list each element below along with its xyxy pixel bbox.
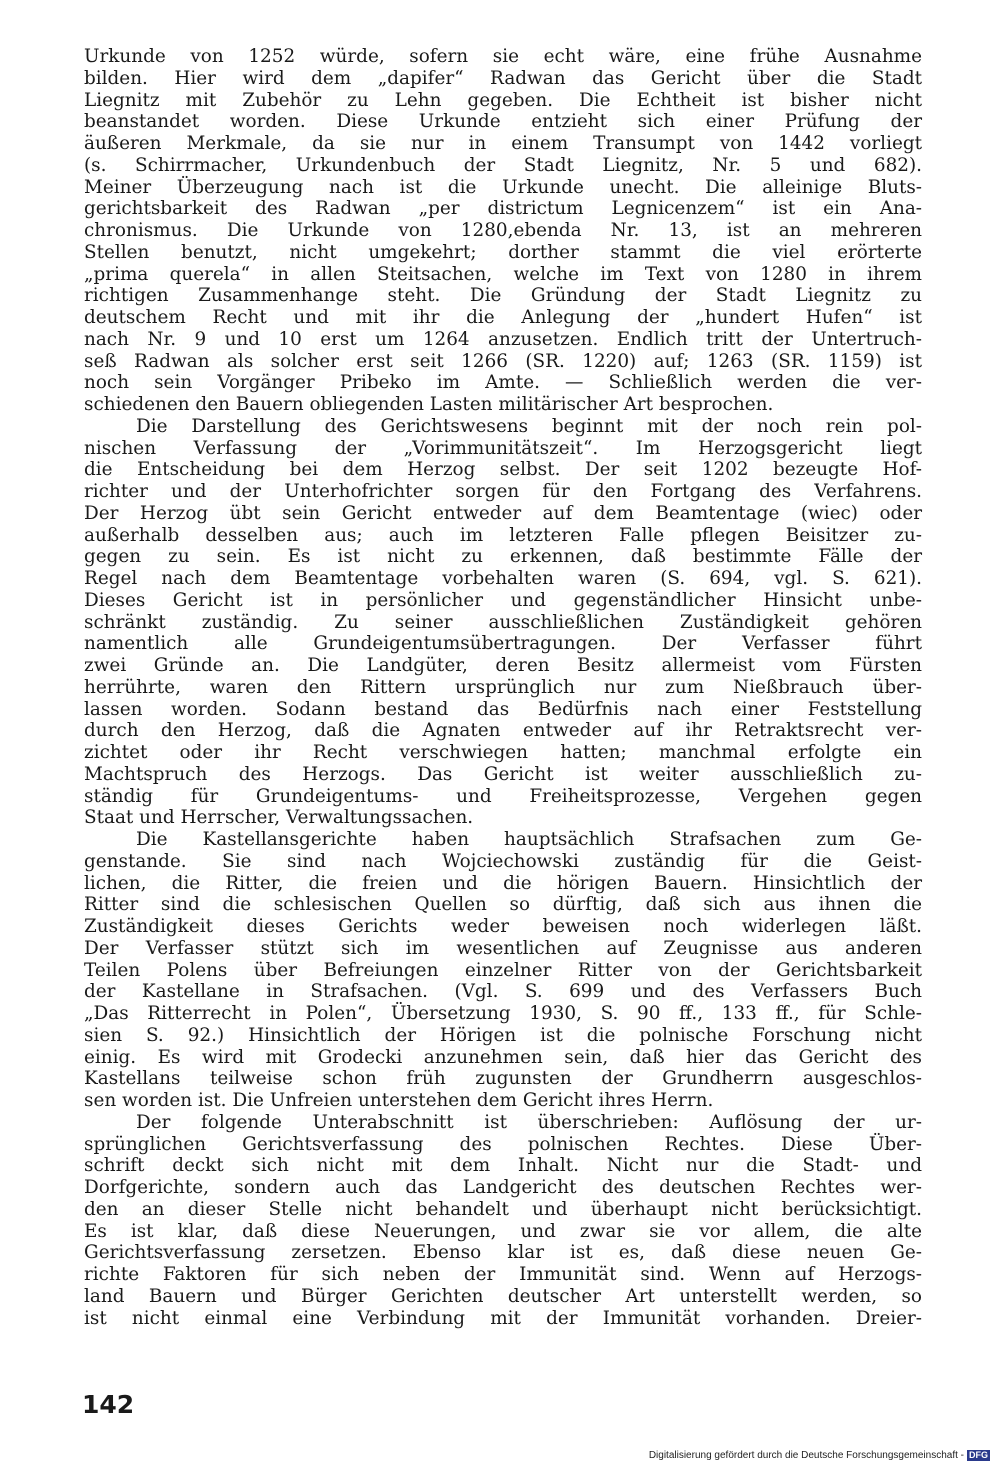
text-line: Gerichtsverfassung zersetzen. Ebenso klar ist es, daß diese neuen Ge- (84, 1242, 922, 1264)
text-line: Stellen benutzt, nicht umgekehrt; dorther stammt die viel erörterte (84, 241, 922, 263)
text-line: Regel nach dem Beamtentage vorbehalten waren (S. 694, vgl. S. 621). (84, 568, 922, 589)
text-line: Der Herzog übt sein Gericht entweder auf dem Beamtentage (wiec) oder (84, 502, 922, 524)
text-line: noch sein Vorgänger Pribeko im Amte. — Schließlich werden die ver- (84, 372, 922, 394)
text-line: „prima querela“ in allen Steitsachen, welche im Text von 1280 in ihrem (84, 263, 922, 285)
text-line: lassen worden. Sodann bestand das Bedürfnis nach einer Feststellung (84, 698, 922, 720)
text-line: beanstandet worden. Diese Urkunde entzieht sich einer Prüfung der (84, 111, 922, 133)
text-line: schränkt zuständig. Zu seiner ausschließlichen Zuständigkeit gehören (84, 611, 922, 633)
text-line: Die Darstellung des Gerichtswesens beginnt mit der noch rein pol- (136, 415, 922, 437)
text-line: „Das Ritterrecht in Polen“, Übersetzung 1930, S. 90 ff., 133 ff., für Schle- (84, 1003, 922, 1024)
text-line: Es ist klar, daß diese Neuerungen, und zwar sie vor allem, die alte (84, 1220, 922, 1242)
text-line: land Bauern und Bürger Gerichten deutscher Art unterstellt werden, so (84, 1285, 922, 1307)
text-line: Dieses Gericht ist in persönlicher und gegenständlicher Hinsicht unbe- (84, 589, 922, 611)
text-line: die Entscheidung bei dem Herzog selbst. Der seit 1202 bezeugte Hof- (84, 459, 922, 481)
text-line: genstande. Sie sind nach Wojciechowski zuständig für die Geist- (84, 850, 922, 872)
text-line: richter und der Unterhofrichter sorgen für den Fortgang des Verfahrens. (84, 481, 922, 502)
text-line: seß Radwan als solcher erst seit 1266 (SR. 1220) auf; 1263 (SR. 1159) ist (84, 350, 922, 372)
page-number: 142 (82, 1390, 135, 1419)
text-line: ständig für Grundeigentums- und Freiheitsprozesse, Vergehen gegen (84, 785, 922, 807)
text-line: gegen zu sein. Es ist nicht zu erkennen, daß bestimmte Fälle der (84, 546, 922, 568)
text-line: richte Faktoren für sich neben der Immunität sind. Wenn auf Herzogs- (84, 1264, 922, 1285)
text-line: den an dieser Stelle nicht behandelt und überhaupt nicht berücksichtigt. (84, 1198, 922, 1220)
text-line: Machtspruch des Herzogs. Das Gericht ist weiter ausschließlich zu- (84, 763, 922, 785)
text-line: Liegnitz mit Zubehör zu Lehn gegeben. Die Echtheit ist bisher nicht (84, 89, 922, 111)
text-line: (s. Schirrmacher, Urkundenbuch der Stadt Liegnitz, Nr. 5 und 682). (84, 154, 922, 176)
text-line: Der folgende Unterabschnitt ist überschrieben: Auflösung der ur- (136, 1111, 922, 1133)
text-line: Die Kastellansgerichte haben hauptsächlich Strafsachen zum Ge- (136, 829, 922, 850)
text-line: lichen, die Ritter, die freien und die hörigen Bauern. Hinsichtlich der (84, 872, 922, 894)
digitization-credit (649, 1450, 990, 1461)
text-line: chronismus. Die Urkunde von 1280,ebenda Nr. 13, ist an mehreren (84, 220, 922, 241)
text-line: Der Verfasser stützt sich im wesentlichen auf Zeugnisse aus anderen (84, 937, 922, 959)
text-line: zichtet oder ihr Recht verschwiegen hatten; manchmal erfolgte ein (84, 742, 922, 763)
text-line: außerhalb desselben aus; auch im letzteren Falle pflegen Beisitzer zu- (84, 524, 922, 546)
text-line: Dorfgerichte, sondern auch das Landgericht des deutschen Rechtes wer- (84, 1177, 922, 1198)
text-line: äußeren Merkmale, da sie nur in einem Transumpt von 1442 vorliegt (84, 133, 922, 154)
text-line: Urkunde von 1252 würde, sofern sie echt wäre, eine frühe Ausnahme (84, 46, 922, 67)
text-line: Teilen Polens über Befreiungen einzelner Ritter von der Gerichtsbarkeit (84, 959, 922, 981)
dfg-logo: DFG (969, 1450, 988, 1460)
text-line: richtigen Zusammenhange steht. Die Gründung der Stadt Liegnitz zu (84, 285, 922, 307)
text-line: Staat und Herrscher, Verwaltungssachen. (84, 807, 474, 829)
text-line: namentlich alle Grundeigentumsübertragungen. Der Verfasser führt (84, 633, 922, 655)
text-line: nach Nr. 9 und 10 erst um 1264 anzusetzen. Endlich tritt der Untertruch- (84, 328, 922, 350)
text-line: einig. Es wird mit Grodecki anzunehmen sein, daß hier das Gericht des (84, 1046, 922, 1068)
text-line: der Kastellane in Strafsachen. (Vgl. S. 699 und des Verfassers Buch (84, 981, 922, 1003)
text-line: gerichtsbarkeit des Radwan „per districtum Legnicenzem“ ist ein Ana- (84, 198, 922, 220)
text-line: Ritter sind die schlesischen Quellen so dürftig, daß sich aus ihnen die (84, 894, 922, 916)
text-line: bilden. Hier wird dem „dapifer“ Radwan das Gericht über die Stadt (84, 67, 922, 89)
text-line: nischen Verfassung der „Vorimmunitätszeit“. Im Herzogsgericht liegt (84, 437, 922, 459)
text-line: durch den Herzog, daß die Agnaten entweder auf ihr Retraktsrecht ver- (84, 720, 922, 742)
text-line: Kastellans teilweise schon früh zugunsten der Grundherrn ausgeschlos- (84, 1068, 922, 1090)
text-line: schrift deckt sich nicht mit dem Inhalt. Nicht nur die Stadt- und (84, 1155, 922, 1177)
text-line: sen worden ist. Die Unfreien unterstehen dem Gericht ihres Herrn. (84, 1090, 714, 1111)
text-line: schiedenen den Bauern obliegenden Lasten militärischer Art besprochen. (84, 394, 774, 415)
text-line: Meiner Überzeugung nach ist die Urkunde unecht. Die alleinige Bluts- (84, 176, 922, 198)
text-line: sprünglichen Gerichtsverfassung des polnischen Rechtes. Diese Über- (84, 1133, 922, 1155)
text-line: sien S. 92.) Hinsichtlich der Hörigen ist die polnische Forschung nicht (84, 1024, 922, 1046)
digitization-credit-text: Digitalisierung gefördert durch die Deutsche Forschungsgemeinschaft - (648, 1450, 964, 1461)
text-line: zwei Gründe an. Die Landgüter, deren Besitz allermeist vom Fürsten (84, 655, 922, 676)
text-line: ist nicht einmal eine Verbindung mit der Immunität vorhanden. Dreier- (84, 1307, 922, 1329)
text-line: herrührte, waren den Rittern ursprünglich nur zum Nießbrauch über- (84, 676, 922, 698)
body-text (84, 46, 922, 1329)
text-line: deutschem Recht und mit ihr die Anlegung der „hundert Hufen“ ist (84, 307, 922, 328)
text-line: Zuständigkeit dieses Gerichts weder beweisen noch widerlegen läßt. (84, 916, 922, 937)
